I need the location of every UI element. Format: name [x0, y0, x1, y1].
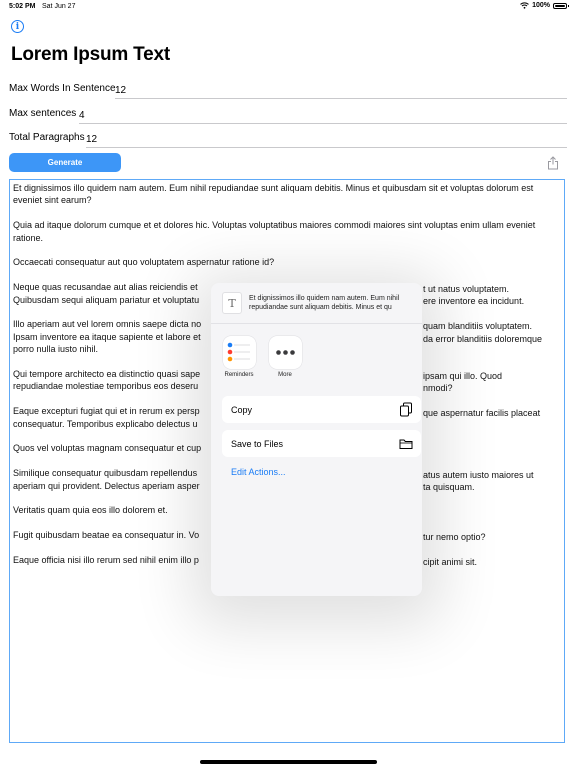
text-fragment: cipit animi sit. — [423, 556, 478, 567]
max-sentences-row — [9, 105, 567, 123]
paragraph: Veritatis quam quia eos illo dolorem et. — [13, 505, 168, 516]
text-fragment: tur nemo optio? — [423, 532, 486, 543]
paragraph: Fugit quibusdam beatae ea consequatur in. Vo — [13, 530, 200, 541]
share-header — [211, 283, 422, 324]
info-icon: i — [15, 21, 20, 32]
share-icon[interactable] — [547, 156, 559, 170]
text-fragment: que aspernatur facilis placeat — [423, 408, 541, 419]
max-words-label: Max Words In Sentence — [9, 83, 116, 94]
paragraph: Quia ad itaque dolorum cumque et et dolores hic. Voluptas voluptatibus maiores commodi maiores sint voluptas enim ullam eveniet ratione. — [13, 220, 536, 243]
max-sentences-input[interactable] — [79, 105, 567, 124]
paragraph-line: porro nulla iusto nihil. — [13, 344, 99, 355]
max-words-row — [9, 80, 567, 98]
more-icon — [269, 336, 302, 369]
copy-action[interactable] — [222, 396, 421, 423]
max-words-input[interactable] — [115, 80, 567, 99]
copy-icon — [399, 402, 413, 417]
battery-percent: 100% — [532, 2, 550, 9]
total-paragraphs-row — [9, 129, 567, 147]
status-right — [520, 2, 567, 9]
max-sentences-label: Max sentences — [9, 108, 77, 119]
text-fragment: nmodi? — [423, 383, 453, 394]
more-apps-button[interactable] — [269, 336, 302, 369]
paragraph-line: Qui tempore architecto ea distinctio quasi sape — [13, 369, 201, 380]
text-fragment: quam blanditiis voluptatem. — [423, 321, 533, 332]
paragraph: Et dignissimos illo quidem nam autem. Eum nihil repudiandae sunt aliquam debitis. Minus et quibusdam sit et voluptas dolorum est eveniet sint earum? — [13, 183, 534, 206]
text-fragments-right — [423, 283, 542, 568]
page-title: Lorem Ipsum Text — [11, 44, 171, 65]
text-fragment: ipsam qui illo. Quod — [423, 370, 503, 381]
status-bar — [0, 0, 576, 14]
paragraph-line: consequatur. Temporibus explicabo delectus u — [13, 418, 198, 429]
paragraph: Quos vel voluptas magnam consequatur et cup — [13, 443, 202, 454]
text-document-icon: T — [222, 292, 242, 314]
save-to-files-label: Save to Files — [231, 438, 284, 449]
reminders-icon — [223, 336, 256, 369]
generate-button[interactable]: Generate — [9, 153, 121, 172]
text-fragment: ere inventore ea incidunt. — [423, 296, 525, 307]
reminders-app-button[interactable] — [223, 336, 256, 369]
folder-icon — [399, 436, 413, 451]
paragraph-line: aperiam qui provident. Delectus aperiam asper — [13, 480, 200, 491]
paragraph-line: Quibusdam sequi aliquam pariatur et voluptatu — [13, 294, 200, 305]
paragraph: Eaque officia nisi illo rerum sed nihil enim illo p — [13, 555, 199, 566]
more-label: More — [278, 372, 292, 378]
save-to-files-action[interactable] — [222, 430, 421, 457]
reminders-label: Reminders — [224, 372, 254, 378]
home-indicator[interactable] — [200, 760, 377, 764]
paragraph: Occaecati consequatur aut quo voluptatem aspernatur ratione id? — [13, 257, 275, 268]
paragraph-line: Ipsam inventore ea itaque sapiente et labore et — [13, 331, 201, 342]
battery-icon — [553, 3, 567, 9]
text-fragment: t ut natus voluptatem. — [423, 284, 510, 294]
total-paragraphs-label: Total Paragraphs — [9, 132, 85, 143]
paragraph-line: Illo aperiam aut vel lorem omnis saepe dicta no — [13, 319, 202, 330]
edit-actions-link[interactable]: Edit Actions... — [231, 467, 286, 477]
copy-label: Copy — [231, 404, 253, 415]
share-preview-text: Et dignissimos illo quidem nam autem. Eum nihil repudiandae sunt aliquam debitis. Minus et qu — [249, 295, 400, 311]
paragraph-line: repudiandae molestiae temporibus eos deseru — [13, 381, 199, 392]
text-fragment: da error blanditiis doloremque — [423, 333, 543, 344]
share-sheet — [211, 283, 422, 596]
paragraph-line: Eaque excepturi fugiat qui et in rerum ex persp — [13, 406, 200, 417]
paragraph-line: Similique consequatur quibusdam repellendus — [13, 468, 198, 479]
status-time: 5:02 PM — [9, 3, 36, 10]
total-paragraphs-input[interactable] — [86, 129, 567, 148]
paragraph-line: Neque quas recusandae aut alias reiciendis et — [13, 282, 198, 293]
text-fragment: atus autem iusto maiores ut — [423, 470, 534, 481]
wifi-icon — [520, 2, 529, 9]
status-date: Sat Jun 27 — [42, 3, 76, 10]
text-fragment: ta quisquam. — [423, 482, 475, 493]
info-button[interactable] — [11, 20, 24, 33]
